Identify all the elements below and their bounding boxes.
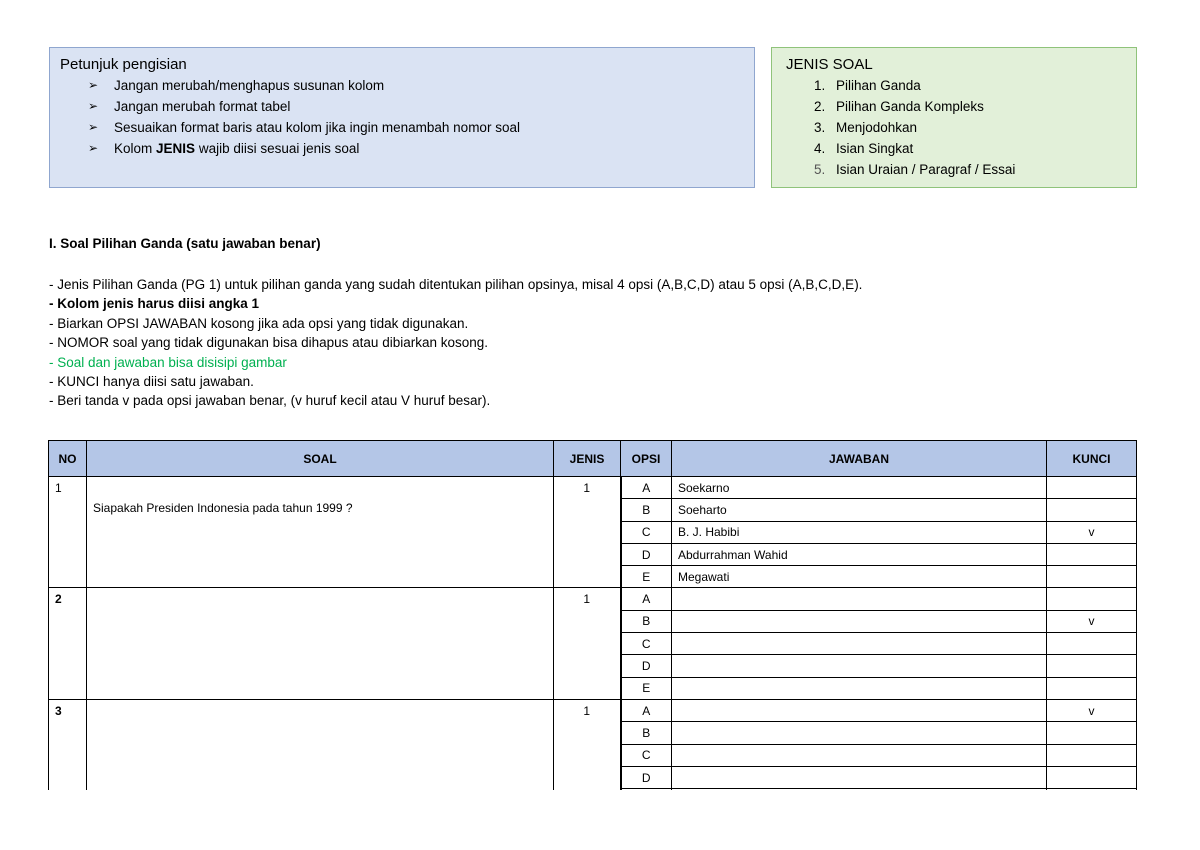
answer-text-cell[interactable]: Soekarno: [672, 477, 1047, 499]
answer-key-cell[interactable]: [1047, 588, 1137, 610]
option-letter-cell: A: [621, 588, 672, 610]
answer-text-cell[interactable]: [672, 744, 1047, 766]
answer-text-cell[interactable]: [672, 677, 1047, 699]
answer-text-cell[interactable]: Abdurrahman Wahid: [672, 543, 1047, 565]
answer-key-cell[interactable]: [1047, 499, 1137, 521]
question-types-box: [771, 47, 1137, 188]
answer-key-cell[interactable]: [1047, 655, 1137, 677]
answer-text-cell[interactable]: [672, 633, 1047, 655]
table-row: [49, 477, 1137, 499]
question-types-list: [814, 75, 1122, 180]
answer-key-cell[interactable]: v: [1047, 521, 1137, 543]
note-line: - NOMOR soal yang tidak digunakan bisa dihapus atau dibiarkan kosong.: [49, 335, 489, 351]
question-type-item: 3. Menjodohkan: [814, 120, 918, 135]
question-type-cell[interactable]: 1: [554, 477, 621, 588]
option-letter-cell: A: [621, 699, 672, 721]
header-jenis: JENIS: [554, 441, 621, 477]
question-type-cell[interactable]: 1: [554, 699, 621, 810]
questions-table: [48, 440, 1137, 811]
option-letter-cell: D: [621, 543, 672, 565]
instructions-list: [88, 75, 744, 159]
instructions-title: Petunjuk pengisian: [60, 56, 187, 73]
header-no: NO: [49, 441, 87, 477]
table-row: [49, 588, 1137, 610]
option-letter-cell: D: [621, 766, 672, 788]
answer-key-cell[interactable]: [1047, 766, 1137, 788]
option-letter-cell: C: [621, 521, 672, 543]
header-kunci: KUNCI: [1047, 441, 1137, 477]
answer-text-cell[interactable]: [672, 699, 1047, 721]
answer-text-cell[interactable]: Soeharto: [672, 499, 1047, 521]
answer-text-cell[interactable]: [672, 722, 1047, 744]
answer-key-cell[interactable]: [1047, 543, 1137, 565]
question-text-cell[interactable]: Siapakah Presiden Indonesia pada tahun 1999 ?: [87, 477, 554, 588]
header-jawaban: JAWABAN: [672, 441, 1047, 477]
instruction-item: ➢ Kolom JENIS wajib diisi sesuai jenis soal: [88, 138, 744, 159]
answer-key-cell[interactable]: [1047, 566, 1137, 588]
answer-key-cell[interactable]: [1047, 677, 1137, 699]
option-letter-cell: B: [621, 499, 672, 521]
instructions-box: [49, 47, 755, 188]
note-line: - Jenis Pilihan Ganda (PG 1) untuk pilihan ganda yang sudah ditentukan pilihan opsinya, misal 4 opsi (A,B,C,D) atau 5 opsi (A,B,C,D,E).: [49, 277, 863, 292]
answer-text-cell[interactable]: [672, 655, 1047, 677]
note-line: - Soal dan jawaban bisa disisipi gambar: [49, 354, 287, 370]
table-row: [49, 699, 1137, 721]
question-text-cell[interactable]: [87, 588, 554, 699]
question-types-title: JENIS SOAL: [786, 56, 873, 73]
answer-text-cell[interactable]: [672, 766, 1047, 788]
question-type-item: 1. Pilihan Ganda: [814, 78, 921, 93]
answer-key-cell[interactable]: [1047, 722, 1137, 744]
option-letter-cell: C: [621, 633, 672, 655]
page-crop: [0, 790, 1200, 850]
answer-key-cell[interactable]: [1047, 744, 1137, 766]
arrow-bullet-icon: ➢: [88, 141, 99, 155]
answer-key-cell[interactable]: [1047, 633, 1137, 655]
question-type-item: 4. Isian Singkat: [814, 141, 914, 156]
option-letter-cell: E: [621, 677, 672, 699]
answer-key-cell[interactable]: v: [1047, 610, 1137, 632]
answer-key-cell[interactable]: v: [1047, 699, 1137, 721]
instruction-item: ➢ Jangan merubah format tabel: [88, 96, 744, 117]
arrow-bullet-icon: ➢: [88, 120, 99, 134]
question-number-cell[interactable]: 3: [49, 699, 87, 810]
question-type-cell[interactable]: 1: [554, 588, 621, 699]
note-line: - Kolom jenis harus diisi angka 1: [49, 296, 260, 312]
option-letter-cell: C: [621, 744, 672, 766]
option-letter-cell: B: [621, 722, 672, 744]
arrow-bullet-icon: ➢: [88, 78, 99, 92]
note-line: - KUNCI hanya diisi satu jawaban.: [49, 374, 254, 390]
header-soal: SOAL: [87, 441, 554, 477]
instruction-item: ➢ Sesuaikan format baris atau kolom jika ingin menambah nomor soal: [88, 117, 744, 138]
option-letter-cell: D: [621, 655, 672, 677]
header-opsi: OPSI: [621, 441, 672, 477]
question-number-cell[interactable]: 1: [49, 477, 87, 588]
table-body: [49, 477, 1137, 811]
answer-text-cell[interactable]: B. J. Habibi: [672, 521, 1047, 543]
question-type-item: 5. Isian Uraian / Paragraf / Essai: [814, 162, 1016, 177]
arrow-bullet-icon: ➢: [88, 99, 99, 113]
section-title: I. Soal Pilihan Ganda (satu jawaban benar): [49, 236, 321, 251]
option-letter-cell: B: [621, 610, 672, 632]
table-header-row: [49, 441, 1137, 477]
answer-text-cell[interactable]: Megawati: [672, 566, 1047, 588]
section-notes: [49, 275, 862, 411]
option-letter-cell: E: [621, 566, 672, 588]
answer-text-cell[interactable]: [672, 588, 1047, 610]
note-line: - Biarkan OPSI JAWABAN kosong jika ada opsi yang tidak digunakan.: [49, 315, 469, 331]
note-line: - Beri tanda v pada opsi jawaban benar, (v huruf kecil atau V huruf besar).: [49, 393, 491, 409]
question-number-cell[interactable]: 2: [49, 588, 87, 699]
question-type-item: 2. Pilihan Ganda Kompleks: [814, 99, 984, 114]
answer-key-cell[interactable]: [1047, 477, 1137, 499]
instruction-item: ➢ Jangan merubah/menghapus susunan kolom: [88, 75, 744, 96]
answer-text-cell[interactable]: [672, 610, 1047, 632]
option-letter-cell: A: [621, 477, 672, 499]
